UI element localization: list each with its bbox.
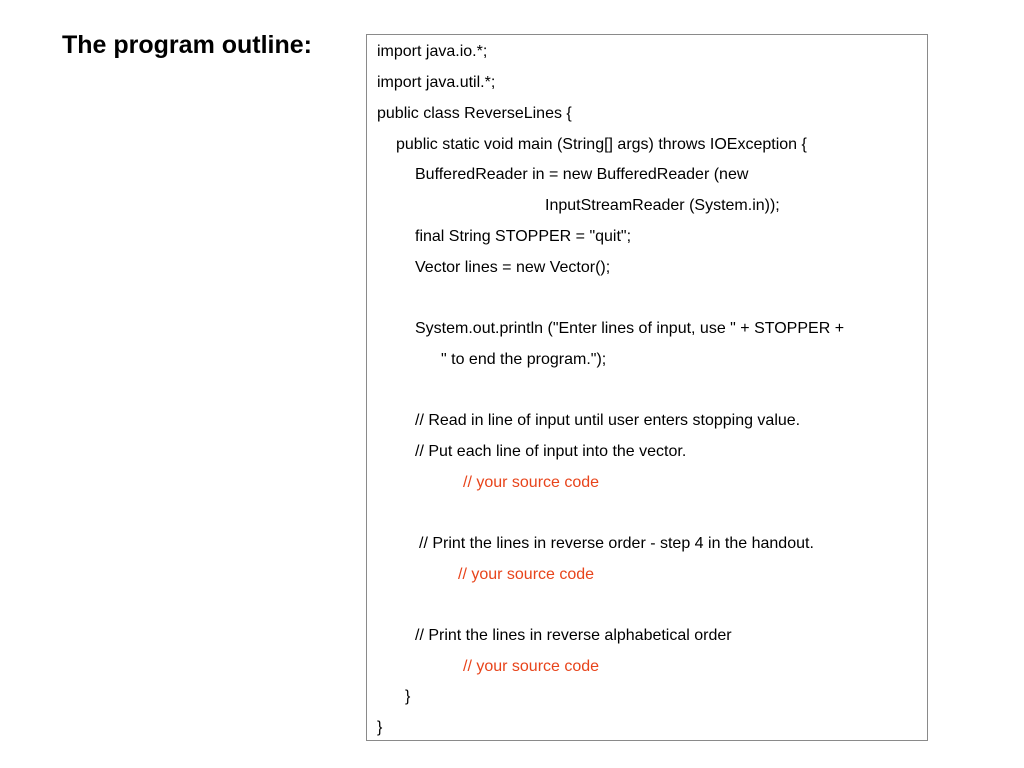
code-line-stopper: final String STOPPER = "quit"; bbox=[415, 228, 632, 245]
code-line-comment-print-alphabetical: // Print the lines in reverse alphabetical order bbox=[415, 627, 732, 644]
code-line-import-util: import java.util.*; bbox=[377, 74, 496, 91]
code-line-vector: Vector lines = new Vector(); bbox=[415, 259, 611, 276]
code-line-bufferedreader: BufferedReader in = new BufferedReader (new bbox=[415, 166, 749, 183]
code-line-comment-print-reverse: // Print the lines in reverse order - step 4 in the handout. bbox=[419, 535, 814, 552]
code-line-println: System.out.println ("Enter lines of input, use " + STOPPER + bbox=[415, 320, 845, 337]
slide-title: The program outline: bbox=[62, 31, 312, 59]
code-line-your-source-code-3: // your source code bbox=[463, 658, 600, 675]
code-listing-box bbox=[366, 34, 928, 741]
code-line-class-declaration: public class ReverseLines { bbox=[377, 105, 572, 122]
code-line-inputstreamreader: InputStreamReader (System.in)); bbox=[545, 197, 780, 214]
code-line-your-source-code-1: // your source code bbox=[463, 474, 600, 491]
code-line-println-continued: " to end the program."); bbox=[441, 351, 607, 368]
code-line-close-method: } bbox=[405, 688, 411, 705]
code-line-close-class: } bbox=[377, 719, 383, 736]
code-line-comment-put-lines: // Put each line of input into the vector. bbox=[415, 443, 687, 460]
code-line-import-io: import java.io.*; bbox=[377, 43, 488, 60]
code-line-comment-read-input: // Read in line of input until user enters stopping value. bbox=[415, 412, 801, 429]
code-line-your-source-code-2: // your source code bbox=[458, 566, 595, 583]
code-line-main-method: public static void main (String[] args) throws IOException { bbox=[396, 136, 807, 153]
